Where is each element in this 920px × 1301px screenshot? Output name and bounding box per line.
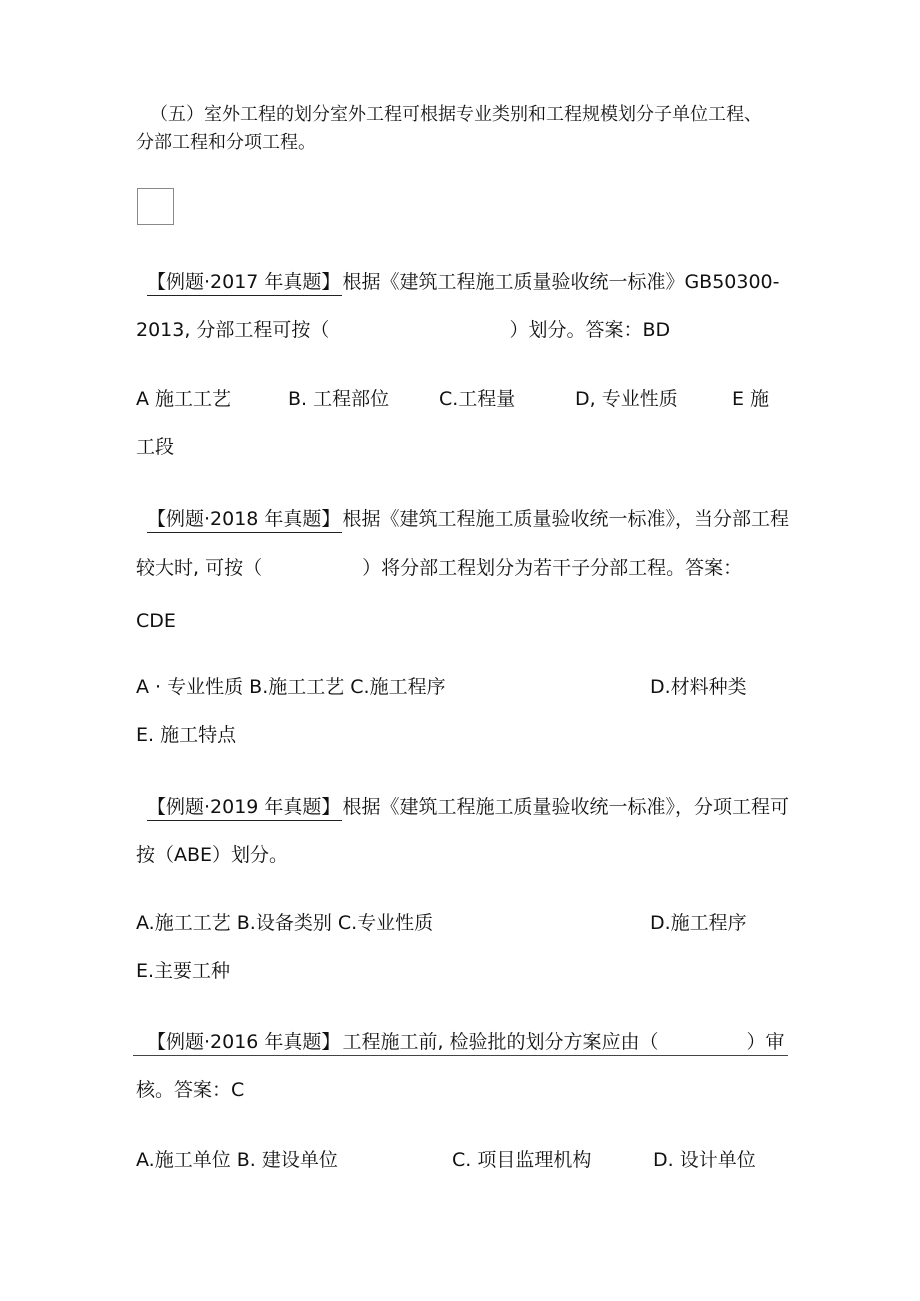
option-d: D, 专业性质 — [575, 388, 678, 410]
checkbox[interactable] — [137, 188, 174, 225]
question-2018-tag: 【例题·2018 年真题】 — [147, 507, 342, 533]
question-2018-line-2 — [136, 556, 742, 580]
question-2018-stem-a: 较大时, 可按（ — [136, 557, 263, 579]
option-b: B. 工程部位 — [288, 388, 390, 410]
question-2016-stem-a: 工程施工前, 检验批的划分方案应由（ — [342, 1031, 659, 1053]
divider-line — [133, 1055, 788, 1056]
option-c: C.工程量 — [439, 388, 516, 410]
option-c: C. 项目监理机构 — [452, 1149, 592, 1171]
question-2019-line-1 — [147, 795, 789, 821]
question-2017-line-1 — [147, 270, 780, 296]
option-d: D.材料种类 — [650, 676, 747, 698]
option-d: D.施工程序 — [650, 912, 747, 934]
question-2016-line-1 — [147, 1030, 785, 1056]
question-2018-text: 根据《建筑工程施工质量验收统一标准》，当分部工程 — [342, 508, 789, 530]
option-e: E 施 — [732, 388, 770, 410]
option-abc: A · 专业性质 B.施工工艺 C.施工程序 — [136, 676, 446, 698]
question-2016-stem-b: ）审 — [746, 1031, 785, 1053]
option-e-continued: 工段 — [136, 436, 175, 458]
question-2017-line-2 — [136, 318, 670, 342]
question-2016-tag: 【例题·2016 年真题】 — [147, 1030, 342, 1056]
option-a: A 施工工艺 — [136, 388, 232, 410]
question-2018-answer: CDE — [136, 610, 176, 632]
option-ab: A.施工单位 B. 建设单位 — [136, 1149, 338, 1171]
option-abc: A.施工工艺 B.设备类别 C.专业性质 — [136, 912, 434, 934]
option-d: D. 设计单位 — [653, 1149, 756, 1171]
question-2019-text: 根据《建筑工程施工质量验收统一标准》，分项工程可 — [342, 796, 789, 818]
question-2017-stem-b: ）划分。答案：BD — [509, 319, 671, 341]
intro-line-1: （五）室外工程的划分室外工程可根据专业类别和工程规模划分子单位工程、 — [150, 104, 762, 125]
question-2019-tag: 【例题·2019 年真题】 — [147, 795, 342, 821]
question-2017-text: 根据《建筑工程施工质量验收统一标准》GB50300- — [342, 271, 780, 293]
option-e: E.主要工种 — [136, 960, 231, 982]
intro-line-2: 分部工程和分项工程。 — [136, 132, 316, 153]
question-2017-tag: 【例题·2017 年真题】 — [147, 270, 342, 296]
question-2019-line-2: 按（ABE）划分。 — [136, 844, 289, 866]
question-2016-answer: 核。答案：C — [136, 1079, 245, 1101]
question-2017-stem-a: 2013, 分部工程可按（ — [136, 319, 330, 341]
question-2018-line-1 — [147, 507, 789, 533]
option-e: E. 施工特点 — [136, 724, 237, 746]
question-2018-stem-b: ）将分部工程划分为若干子分部工程。答案： — [362, 557, 743, 579]
